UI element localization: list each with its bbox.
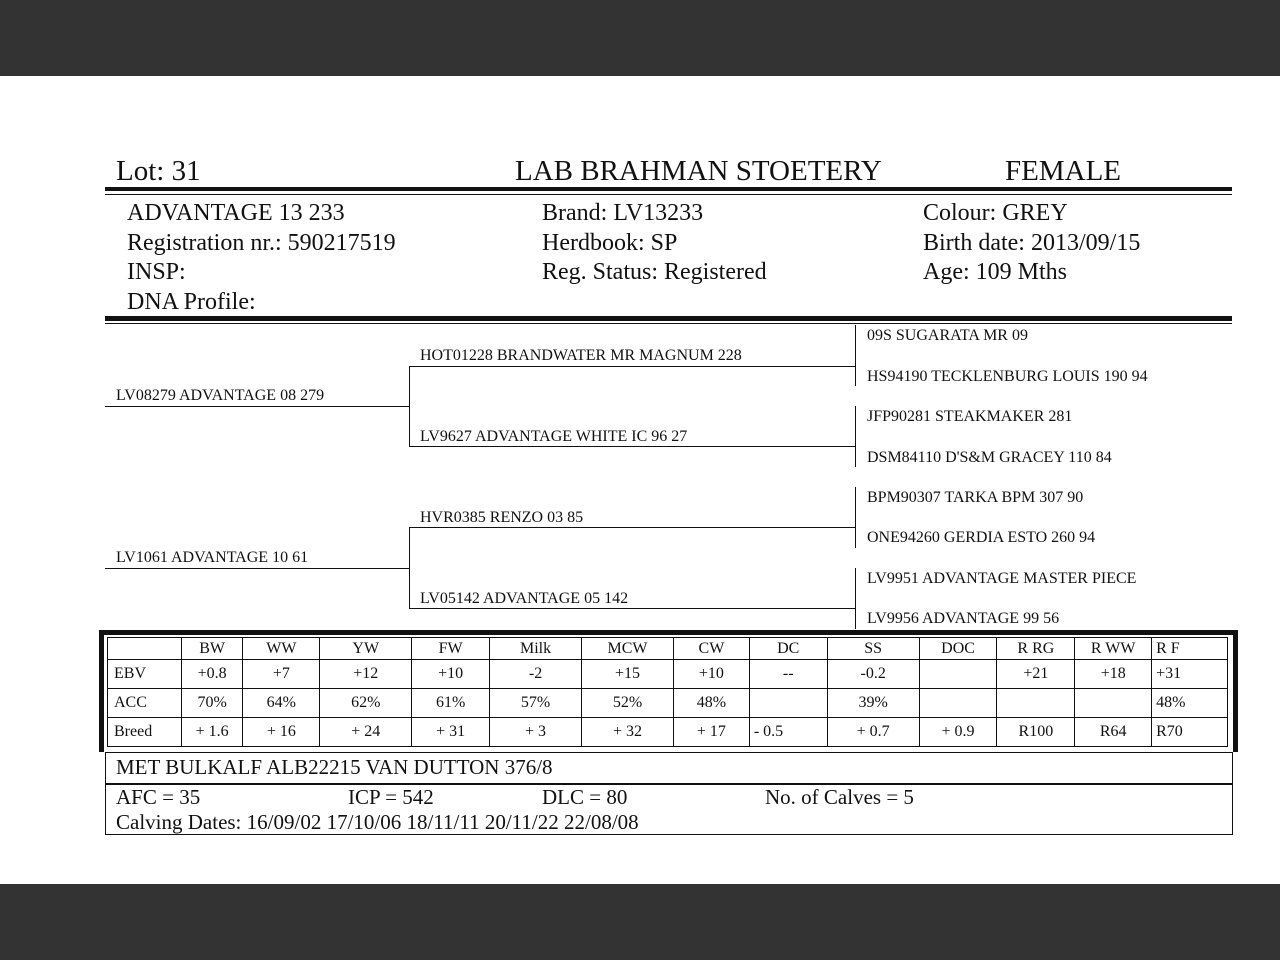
ebv-header-cell: CW [674, 638, 750, 660]
ebv-cell: 52% [582, 689, 674, 718]
ebv-frame-right [1233, 630, 1238, 752]
insp-label: INSP: [127, 259, 186, 285]
registration-number: Registration nr.: 590217519 [127, 230, 396, 256]
afc-value: AFC = 35 [116, 785, 201, 809]
pedigree-dam: LV1061 ADVANTAGE 10 61 [116, 549, 309, 566]
ebv-cell: +18 [1075, 660, 1152, 689]
pedigree-gg-1: 09S SUGARATA MR 09 [867, 327, 1028, 344]
pedigree-gg-3: JFP90281 STEAKMAKER 281 [867, 408, 1073, 425]
ebv-cell: -2 [490, 660, 582, 689]
ebv-row-label: Breed [108, 718, 182, 747]
ebv-cell: -0.2 [827, 660, 919, 689]
ebv-cell: 39% [827, 689, 919, 718]
ebv-cell [1075, 689, 1152, 718]
ebv-cell: 48% [674, 689, 750, 718]
age: Age: 109 Mths [923, 259, 1067, 285]
pedigree-gg-6: ONE94260 GERDIA ESTO 260 94 [867, 529, 1096, 546]
ebv-row-label: EBV [108, 660, 182, 689]
ebv-cell: 57% [490, 689, 582, 718]
ebv-cell: R100 [997, 718, 1075, 747]
ebv-header-cell: R RG [997, 638, 1075, 660]
calves-count: No. of Calves = 5 [765, 785, 914, 809]
ebv-cell: +31 [1152, 660, 1228, 689]
lot-number: Lot: 31 [116, 155, 201, 187]
ebv-cell: + 0.9 [919, 718, 997, 747]
dlc-value: DLC = 80 [542, 785, 628, 809]
ebv-cell: + 3 [490, 718, 582, 747]
ebv-table [107, 637, 1228, 747]
pedigree-gg-4: DSM84110 D'S&M GRACEY 110 84 [867, 449, 1112, 466]
ebv-cell [919, 689, 997, 718]
ebv-cell: +7 [243, 660, 320, 689]
ebv-cell: R70 [1152, 718, 1228, 747]
ebv-header-cell: R WW [1075, 638, 1152, 660]
icp-value: ICP = 542 [348, 785, 434, 809]
pedigree-gg-5: BPM90307 TARKA BPM 307 90 [867, 489, 1084, 506]
ebv-cell: + 17 [674, 718, 750, 747]
registration-status: Reg. Status: Registered [542, 259, 767, 285]
ebv-cell: +10 [674, 660, 750, 689]
birth-date: Birth date: 2013/09/15 [923, 230, 1141, 256]
ebv-cell: +12 [320, 660, 412, 689]
ebv-cell: + 16 [243, 718, 320, 747]
ebv-cell [919, 660, 997, 689]
met-line: MET BULKALF ALB22215 VAN DUTTON 376/8 [116, 755, 553, 779]
ebv-cell [997, 689, 1075, 718]
ebv-header-cell: YW [320, 638, 412, 660]
ebv-cell: + 0.7 [827, 718, 919, 747]
ebv-cell: 64% [243, 689, 320, 718]
dna-profile-label: DNA Profile: [127, 289, 256, 315]
ebv-header-cell: DOC [919, 638, 997, 660]
ebv-header-cell: DC [749, 638, 827, 660]
ebv-cell: +15 [582, 660, 674, 689]
ebv-header-cell: R F [1152, 638, 1228, 660]
pedigree-dam-dam: LV05142 ADVANTAGE 05 142 [420, 590, 629, 607]
ebv-header-cell: Milk [490, 638, 582, 660]
ebv-frame-top [99, 630, 1238, 635]
sex-label: FEMALE [1005, 155, 1121, 187]
pedigree-gg-7: LV9951 ADVANTAGE MASTER PIECE [867, 570, 1137, 587]
pedigree-gg-8: LV9956 ADVANTAGE 99 56 [867, 610, 1060, 627]
ebv-cell: 61% [412, 689, 490, 718]
ebv-header-cell [108, 638, 182, 660]
pedigree-dam-sire: HVR0385 RENZO 03 85 [420, 509, 584, 526]
ebv-cell: 62% [320, 689, 412, 718]
ebv-cell: + 24 [320, 718, 412, 747]
breeder-name: LAB BRAHMAN STOETERY [515, 155, 882, 187]
ebv-frame-left [99, 630, 104, 752]
ebv-cell: - 0.5 [749, 718, 827, 747]
ebv-row-label: ACC [108, 689, 182, 718]
pedigree-sire: LV08279 ADVANTAGE 08 279 [116, 387, 325, 404]
pedigree-sire-sire: HOT01228 BRANDWATER MR MAGNUM 228 [420, 347, 742, 364]
ebv-header-cell: WW [243, 638, 320, 660]
ebv-header-cell: MCW [582, 638, 674, 660]
herdbook: Herdbook: SP [542, 230, 678, 256]
ebv-header-cell: SS [827, 638, 919, 660]
ebv-header-row [108, 638, 1228, 660]
colour: Colour: GREY [923, 200, 1068, 226]
pedigree-gg-2: HS94190 TECKLENBURG LOUIS 190 94 [867, 368, 1148, 385]
calving-dates: Calving Dates: 16/09/02 17/10/06 18/11/11 20/11/22 22/08/08 [116, 810, 639, 834]
ebv-cell: -- [749, 660, 827, 689]
ebv-row-ebv [108, 660, 1228, 689]
ebv-row-acc [108, 689, 1228, 718]
ebv-cell [749, 689, 827, 718]
ebv-cell: + 31 [412, 718, 490, 747]
ebv-cell: +10 [412, 660, 490, 689]
ebv-cell: 70% [181, 689, 243, 718]
ebv-cell: +21 [997, 660, 1075, 689]
ebv-cell: + 1.6 [181, 718, 243, 747]
ebv-row-breed [108, 718, 1228, 747]
ebv-cell: R64 [1075, 718, 1152, 747]
pedigree-sire-dam: LV9627 ADVANTAGE WHITE IC 96 27 [420, 428, 688, 445]
brand: Brand: LV13233 [542, 200, 704, 226]
ebv-cell: + 32 [582, 718, 674, 747]
ebv-cell: 48% [1152, 689, 1228, 718]
ebv-header-cell: FW [412, 638, 490, 660]
ebv-header-cell: BW [181, 638, 243, 660]
animal-name: ADVANTAGE 13 233 [127, 200, 345, 226]
ebv-cell: +0.8 [181, 660, 243, 689]
